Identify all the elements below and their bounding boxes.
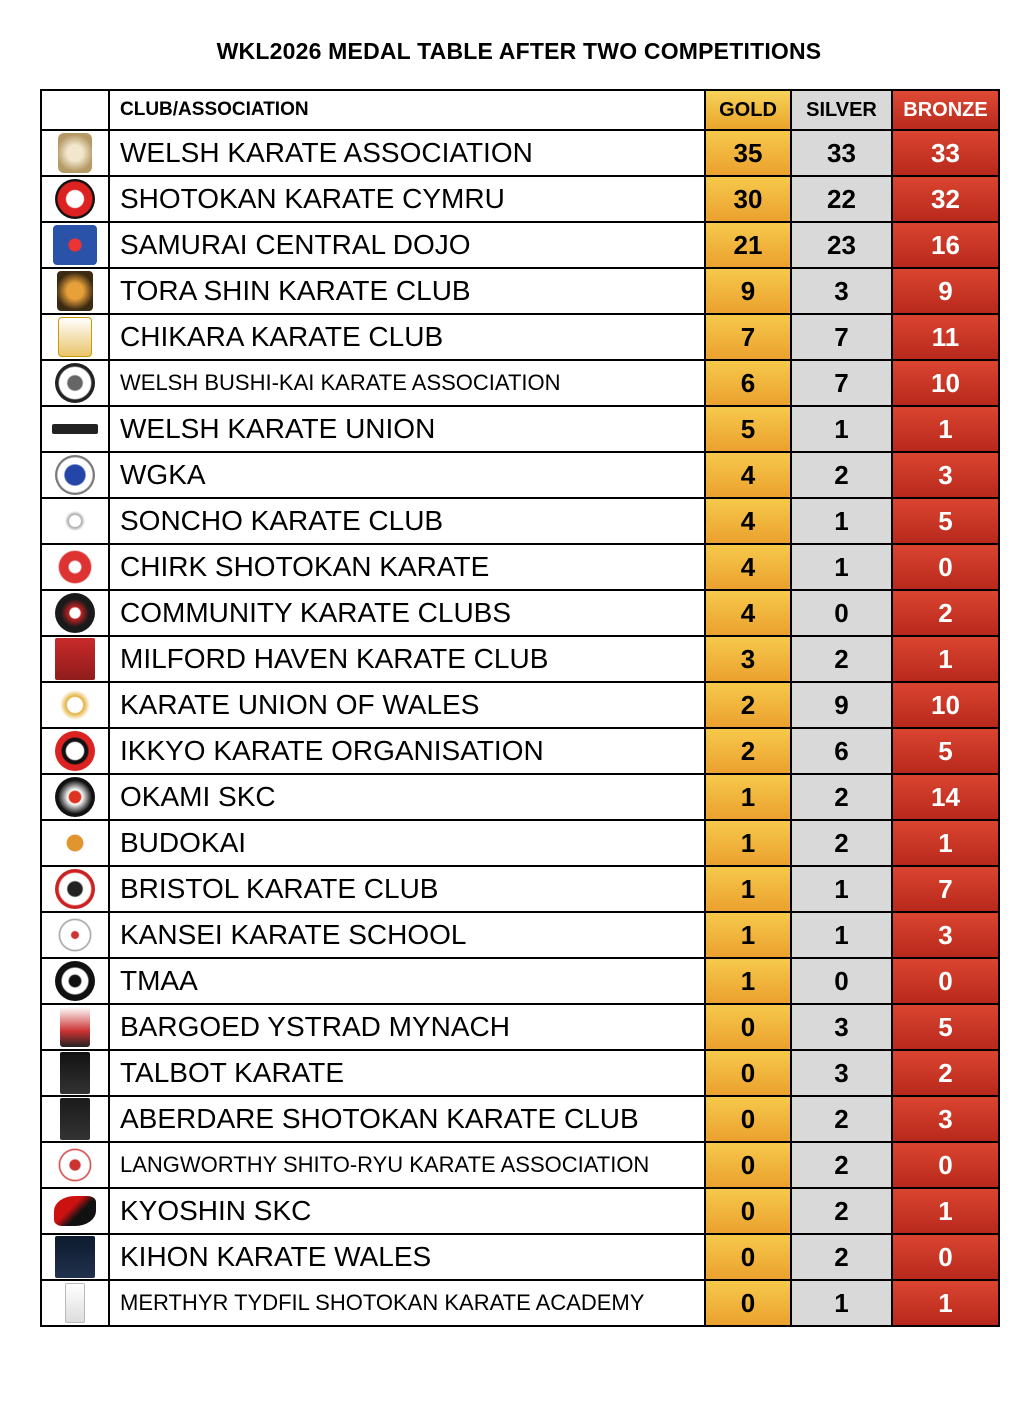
bronze-count: 3	[892, 1096, 999, 1142]
medal-table	[40, 89, 1000, 1327]
silver-count: 3	[791, 1050, 892, 1096]
club-logo-cell	[41, 636, 109, 682]
bronze-count: 2	[892, 590, 999, 636]
table-row	[41, 866, 999, 912]
club-logo-cell	[41, 1188, 109, 1234]
table-row	[41, 1188, 999, 1234]
club-logo-icon	[58, 133, 92, 173]
club-name: TORA SHIN KARATE CLUB	[109, 268, 705, 314]
bronze-count: 0	[892, 544, 999, 590]
club-logo-icon	[55, 961, 95, 1001]
table-row	[41, 590, 999, 636]
page-title: WKL2026 MEDAL TABLE AFTER TWO COMPETITIONS	[216, 38, 822, 64]
bronze-count: 1	[892, 636, 999, 682]
bronze-count: 1	[892, 1188, 999, 1234]
gold-count: 0	[705, 1234, 791, 1280]
silver-count: 1	[791, 866, 892, 912]
bronze-count: 14	[892, 774, 999, 820]
club-logo-icon	[60, 685, 90, 725]
club-name: BRISTOL KARATE CLUB	[109, 866, 705, 912]
club-logo-cell	[41, 590, 109, 636]
gold-count: 35	[705, 130, 791, 176]
gold-count: 4	[705, 590, 791, 636]
club-logo-cell	[41, 774, 109, 820]
silver-count: 2	[791, 452, 892, 498]
gold-count: 0	[705, 1004, 791, 1050]
club-name: COMMUNITY KARATE CLUBS	[109, 590, 705, 636]
bronze-count: 5	[892, 728, 999, 774]
club-name: SAMURAI CENTRAL DOJO	[109, 222, 705, 268]
club-logo-cell	[41, 544, 109, 590]
club-logo-icon	[55, 915, 95, 955]
table-row	[41, 1004, 999, 1050]
club-logo-cell	[41, 1050, 109, 1096]
silver-count: 1	[791, 498, 892, 544]
table-row	[41, 452, 999, 498]
header-club: CLUB/ASSOCIATION	[109, 90, 705, 130]
club-name: KARATE UNION OF WALES	[109, 682, 705, 728]
club-logo-cell	[41, 130, 109, 176]
bronze-count: 1	[892, 406, 999, 452]
club-name: TALBOT KARATE	[109, 1050, 705, 1096]
gold-count: 1	[705, 866, 791, 912]
table-row	[41, 774, 999, 820]
club-logo-icon	[60, 1007, 90, 1047]
gold-count: 30	[705, 176, 791, 222]
club-logo-icon	[55, 1236, 95, 1278]
silver-count: 2	[791, 1142, 892, 1188]
club-logo-cell	[41, 268, 109, 314]
club-name: BARGOED YSTRAD MYNACH	[109, 1004, 705, 1050]
bronze-count: 0	[892, 1234, 999, 1280]
club-logo-icon	[55, 547, 95, 587]
silver-count: 0	[791, 958, 892, 1004]
silver-count: 0	[791, 590, 892, 636]
bronze-count: 11	[892, 314, 999, 360]
gold-count: 21	[705, 222, 791, 268]
silver-count: 7	[791, 314, 892, 360]
bronze-count: 10	[892, 682, 999, 728]
header-logo-cell	[41, 90, 109, 130]
silver-count: 1	[791, 912, 892, 958]
table-row	[41, 176, 999, 222]
club-logo-cell	[41, 820, 109, 866]
gold-count: 1	[705, 820, 791, 866]
table-row	[41, 636, 999, 682]
club-logo-icon	[55, 593, 95, 633]
club-logo-icon	[60, 1098, 90, 1140]
gold-count: 1	[705, 912, 791, 958]
club-logo-icon	[55, 1145, 95, 1185]
club-logo-cell	[41, 176, 109, 222]
club-logo-cell	[41, 222, 109, 268]
gold-count: 2	[705, 728, 791, 774]
club-name: WELSH KARATE UNION	[109, 406, 705, 452]
club-name: SHOTOKAN KARATE CYMRU	[109, 176, 705, 222]
bronze-count: 10	[892, 360, 999, 406]
gold-count: 9	[705, 268, 791, 314]
club-logo-cell	[41, 314, 109, 360]
bronze-count: 5	[892, 1004, 999, 1050]
gold-count: 0	[705, 1096, 791, 1142]
table-body	[41, 130, 999, 1326]
gold-count: 6	[705, 360, 791, 406]
club-logo-cell	[41, 682, 109, 728]
club-logo-icon	[55, 455, 95, 495]
silver-count: 2	[791, 1096, 892, 1142]
club-logo-cell	[41, 360, 109, 406]
bronze-count: 2	[892, 1050, 999, 1096]
gold-count: 3	[705, 636, 791, 682]
club-name: KIHON KARATE WALES	[109, 1234, 705, 1280]
bronze-count: 16	[892, 222, 999, 268]
table-row	[41, 222, 999, 268]
gold-count: 4	[705, 498, 791, 544]
table-row	[41, 406, 999, 452]
gold-count: 0	[705, 1188, 791, 1234]
table-row	[41, 1096, 999, 1142]
silver-count: 33	[791, 130, 892, 176]
gold-count: 1	[705, 774, 791, 820]
club-logo-cell	[41, 1234, 109, 1280]
header-row	[41, 90, 999, 130]
club-logo-cell	[41, 1142, 109, 1188]
table-row	[41, 820, 999, 866]
silver-count: 2	[791, 1188, 892, 1234]
club-name: IKKYO KARATE ORGANISATION	[109, 728, 705, 774]
club-logo-icon	[62, 508, 88, 534]
club-name: KYOSHIN SKC	[109, 1188, 705, 1234]
gold-count: 4	[705, 544, 791, 590]
club-logo-cell	[41, 866, 109, 912]
bronze-count: 3	[892, 912, 999, 958]
gold-count: 1	[705, 958, 791, 1004]
club-name: LANGWORTHY SHITO-RYU KARATE ASSOCIATION	[109, 1142, 705, 1188]
club-logo-icon	[53, 225, 97, 265]
club-name: CHIRK SHOTOKAN KARATE	[109, 544, 705, 590]
header-bronze: BRONZE	[892, 90, 999, 130]
table-row	[41, 1280, 999, 1326]
header-silver: SILVER	[791, 90, 892, 130]
club-logo-icon	[52, 424, 98, 434]
club-name: MERTHYR TYDFIL SHOTOKAN KARATE ACADEMY	[109, 1280, 705, 1326]
club-logo-cell	[41, 1096, 109, 1142]
club-logo-icon	[55, 638, 95, 680]
club-logo-cell	[41, 912, 109, 958]
club-logo-icon	[58, 317, 92, 357]
gold-count: 2	[705, 682, 791, 728]
club-logo-cell	[41, 498, 109, 544]
silver-count: 7	[791, 360, 892, 406]
silver-count: 6	[791, 728, 892, 774]
bronze-count: 0	[892, 1142, 999, 1188]
bronze-count: 33	[892, 130, 999, 176]
club-logo-icon	[61, 829, 89, 857]
club-logo-icon	[54, 1196, 96, 1226]
club-name: TMAA	[109, 958, 705, 1004]
table-row	[41, 130, 999, 176]
silver-count: 1	[791, 1280, 892, 1326]
table-row	[41, 728, 999, 774]
bronze-count: 32	[892, 176, 999, 222]
table-row	[41, 958, 999, 1004]
silver-count: 23	[791, 222, 892, 268]
club-logo-cell	[41, 958, 109, 1004]
club-logo-cell	[41, 1280, 109, 1326]
bronze-count: 1	[892, 820, 999, 866]
silver-count: 1	[791, 406, 892, 452]
club-name: WELSH KARATE ASSOCIATION	[109, 130, 705, 176]
silver-count: 3	[791, 268, 892, 314]
club-name: WELSH BUSHI-KAI KARATE ASSOCIATION	[109, 360, 705, 406]
club-logo-icon	[55, 777, 95, 817]
club-name: MILFORD HAVEN KARATE CLUB	[109, 636, 705, 682]
silver-count: 2	[791, 1234, 892, 1280]
table-row	[41, 360, 999, 406]
gold-count: 5	[705, 406, 791, 452]
gold-count: 0	[705, 1280, 791, 1326]
silver-count: 2	[791, 774, 892, 820]
club-logo-icon	[55, 731, 95, 771]
club-name: BUDOKAI	[109, 820, 705, 866]
bronze-count: 5	[892, 498, 999, 544]
silver-count: 2	[791, 820, 892, 866]
silver-count: 1	[791, 544, 892, 590]
header-gold: GOLD	[705, 90, 791, 130]
table-row	[41, 314, 999, 360]
table-row	[41, 268, 999, 314]
table-row	[41, 1142, 999, 1188]
club-name: SONCHO KARATE CLUB	[109, 498, 705, 544]
table-row	[41, 544, 999, 590]
bronze-count: 7	[892, 866, 999, 912]
bronze-count: 0	[892, 958, 999, 1004]
gold-count: 7	[705, 314, 791, 360]
club-name: OKAMI SKC	[109, 774, 705, 820]
club-name: KANSEI KARATE SCHOOL	[109, 912, 705, 958]
club-logo-cell	[41, 406, 109, 452]
club-logo-icon	[55, 363, 95, 403]
club-logo-cell	[41, 728, 109, 774]
table-row	[41, 1234, 999, 1280]
table-row	[41, 682, 999, 728]
silver-count: 2	[791, 636, 892, 682]
club-logo-icon	[65, 1283, 85, 1323]
club-logo-icon	[57, 271, 93, 311]
club-name: WGKA	[109, 452, 705, 498]
club-logo-cell	[41, 1004, 109, 1050]
silver-count: 22	[791, 176, 892, 222]
bronze-count: 9	[892, 268, 999, 314]
table-row	[41, 1050, 999, 1096]
gold-count: 0	[705, 1050, 791, 1096]
bronze-count: 1	[892, 1280, 999, 1326]
table-row	[41, 498, 999, 544]
gold-count: 0	[705, 1142, 791, 1188]
bronze-count: 3	[892, 452, 999, 498]
club-name: CHIKARA KARATE CLUB	[109, 314, 705, 360]
gold-count: 4	[705, 452, 791, 498]
club-logo-icon	[60, 1052, 90, 1094]
club-logo-cell	[41, 452, 109, 498]
table-row	[41, 912, 999, 958]
club-name: ABERDARE SHOTOKAN KARATE CLUB	[109, 1096, 705, 1142]
club-logo-icon	[55, 869, 95, 909]
silver-count: 3	[791, 1004, 892, 1050]
club-logo-icon	[55, 179, 95, 219]
silver-count: 9	[791, 682, 892, 728]
